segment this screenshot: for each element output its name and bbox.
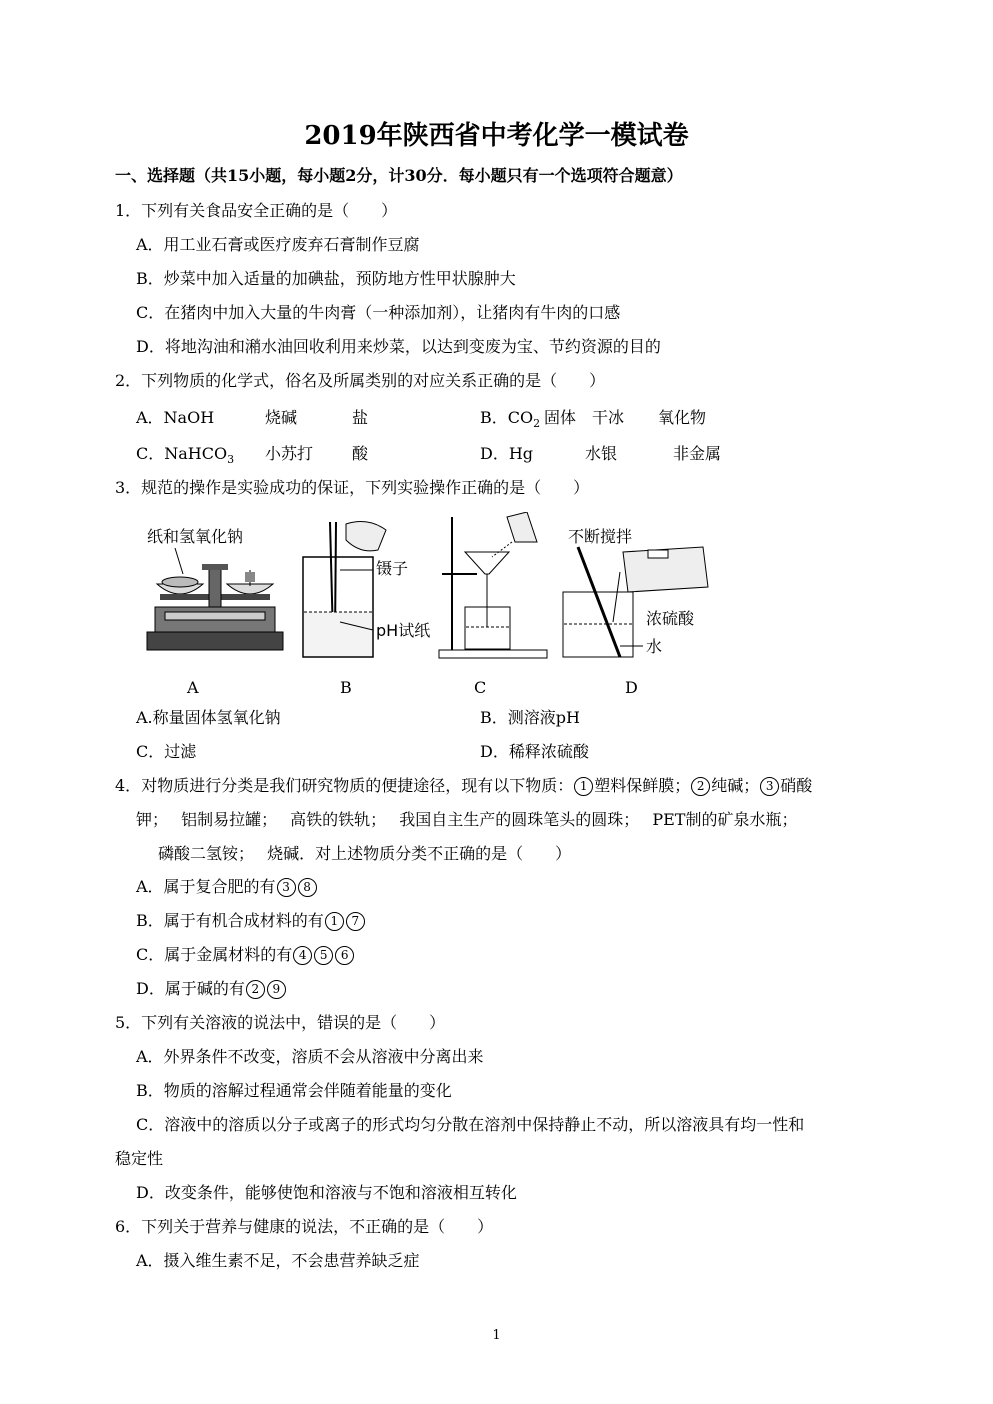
q2-option-a-name: 烧碱 — [265, 408, 298, 427]
figure-c-filtration — [437, 512, 557, 662]
figure-d-label-acid: 浓硫酸 — [646, 609, 695, 628]
q2-option-d-category: 非金属 — [673, 444, 722, 463]
figure-b-label-tweezers: 镊子 — [376, 559, 409, 578]
figure-a-balance — [135, 512, 285, 662]
ph-test-illustration — [298, 512, 448, 662]
page-number: 1 — [492, 1328, 501, 1343]
balance-illustration — [135, 512, 285, 662]
q2-option-c-name: 小苏打 — [265, 444, 314, 463]
filtration-illustration — [437, 512, 557, 662]
q1-option-d: D．将地沟油和潲水油回收利用来炒菜，以达到变废为宝、节约资源的目的 — [136, 337, 661, 356]
section-heading: 一、选择题（共15小题，每小题2分，计30分．每小题只有一个选项符合题意） — [115, 166, 683, 185]
q1-stem: 1．下列有关食品安全正确的是（ ） — [115, 201, 398, 220]
q4-option-c: C．属于金属材料的有 4 5 6 — [136, 945, 355, 965]
q3-stem: 3．规范的操作是实验成功的保证，下列实验操作正确的是（ ） — [115, 478, 590, 497]
figure-d-label-water: 水 — [646, 637, 663, 656]
q5-option-d: D．改变条件，能够使饱和溶液与不饱和溶液相互转化 — [136, 1183, 517, 1202]
q3-option-b: B．测溶液pH — [480, 708, 580, 727]
q2-option-b-category: 氧化物 — [658, 408, 707, 427]
q2-stem: 2．下列物质的化学式，俗名及所属类别的对应关系正确的是（ ） — [115, 371, 606, 390]
q5-option-a: A．外界条件不改变，溶质不会从溶液中分离出来 — [136, 1047, 484, 1066]
figure-b-ph-test — [298, 512, 448, 662]
figure-a-caption: A — [187, 678, 199, 697]
q4-stem-line3: 磷酸二氢铵； 烧碱．对上述物质分类不正确的是（ ） — [158, 844, 572, 863]
figure-a-label: 纸和氢氧化钠 — [147, 527, 244, 546]
q1-option-c: C．在猪肉中加入大量的牛肉膏（一种添加剂），让猪肉有牛肉的口感 — [136, 303, 621, 322]
q2-option-a-category: 盐 — [352, 408, 369, 427]
page-title: 2019年陕西省中考化学一模试卷 — [304, 121, 689, 151]
q3-option-c: C．过滤 — [136, 742, 197, 761]
dilution-illustration — [558, 512, 718, 662]
q1-option-a: A．用工业石膏或医疗废弃石膏制作豆腐 — [136, 235, 420, 254]
q2-option-a-formula: A．NaOH — [136, 408, 215, 427]
q3-option-a: A.称量固体氢氧化钠 — [136, 708, 281, 727]
q5-option-b: B．物质的溶解过程通常会伴随着能量的变化 — [136, 1081, 452, 1100]
q5-option-c-line2: 稳定性 — [115, 1149, 164, 1168]
q4-option-d: D．属于碱的有 2 9 — [136, 979, 287, 999]
q6-option-a: A．摄入维生素不足，不会患营养缺乏症 — [136, 1251, 420, 1270]
q6-stem: 6．下列关于营养与健康的说法，不正确的是（ ） — [115, 1217, 494, 1236]
q2-option-c-category: 酸 — [352, 444, 369, 463]
q2-option-c-formula: C．NaHCO$_3$ — [136, 444, 235, 467]
q2-option-d-name: 水银 — [585, 444, 618, 463]
figure-d-label-stir: 不断搅拌 — [568, 527, 633, 546]
q5-option-c-line1: C．溶液中的溶质以分子或离子的形式均匀分散在溶剂中保持静止不动，所以溶液具有均一性和 — [136, 1115, 805, 1134]
q3-option-d: D．稀释浓硫酸 — [480, 742, 589, 761]
q4-option-b: B．属于有机合成材料的有 1 7 — [136, 911, 366, 931]
q2-option-b-name: 固体 干冰 — [544, 408, 625, 427]
figure-d-caption: D — [625, 678, 638, 697]
q4-stem-line2: 钾； 铝制易拉罐； 高铁的铁轨； 我国自主生产的圆珠笔头的圆珠； PET制的矿泉水瓶； — [136, 810, 798, 829]
q2-option-b-formula: B．$CO_2$ — [480, 408, 541, 431]
q4-option-a: A．属于复合肥的有 3 8 — [136, 877, 318, 897]
q1-option-b: B．炒菜中加入适量的加碘盐，预防地方性甲状腺肿大 — [136, 269, 516, 288]
figure-b-caption: B — [340, 678, 352, 697]
q4-stem-line1: 4．对物质进行分类是我们研究物质的便捷途径，现有以下物质： 1 塑料保鲜膜； 2 纯碱； 3 硝酸 — [115, 776, 813, 795]
figure-b-label-ph-paper: pH试纸 — [376, 621, 431, 640]
figure-c-caption: C — [474, 678, 487, 697]
figure-d-dilution — [558, 512, 718, 662]
q2-option-d-formula: D．Hg — [480, 444, 534, 463]
q5-stem: 5．下列有关溶液的说法中，错误的是（ ） — [115, 1013, 446, 1032]
